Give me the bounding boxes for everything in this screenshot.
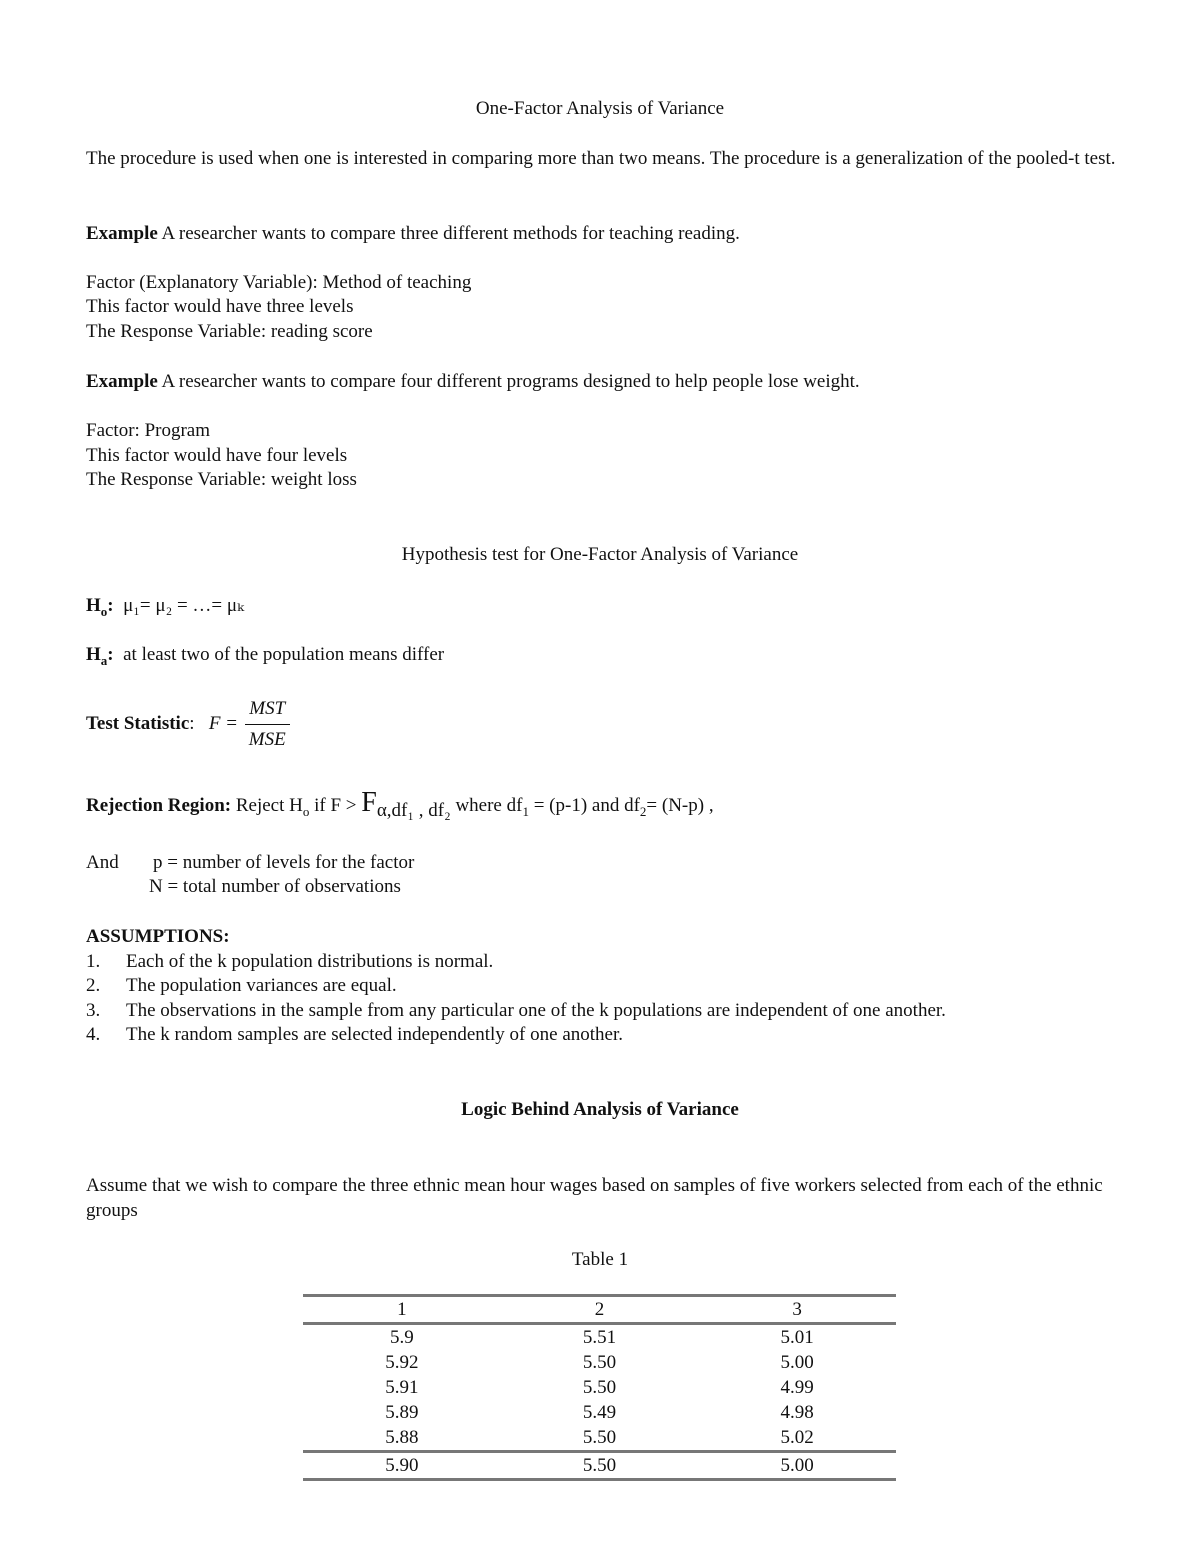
assumption-number: 4. [86, 1024, 101, 1045]
intro-paragraph: The procedure is used when one is interested in comparing more than two means. The procedure is a generalization of the pooled-t test. [86, 148, 1116, 169]
table-cell: 5.50 [582, 1376, 617, 1398]
and-line-n: N = total number of observations [149, 876, 401, 897]
assumption-item [86, 1023, 623, 1047]
rejection-text-3: where df [450, 795, 523, 816]
assumption-text: The population variances are equal. [126, 975, 397, 996]
alternative-hypothesis [86, 643, 444, 673]
column-header: 2 [501, 1296, 699, 1324]
logic-title: Logic Behind Analysis of Variance [461, 1099, 739, 1120]
example-1 [86, 222, 740, 246]
test-statistic-lhs: F = [208, 713, 238, 734]
example-2-line: This factor would have four levels [86, 445, 348, 466]
ha-text: at least two of the population means differ [123, 644, 445, 665]
null-hypothesis [86, 594, 244, 624]
example-2-text: A researcher wants to compare four different programs designed to help people lose weight. [157, 371, 860, 392]
example-1-label: Example [86, 223, 158, 244]
table-cell: 5.9 [389, 1326, 414, 1348]
critical-f: F [361, 787, 377, 818]
table-mean-cell: 5.50 [501, 1452, 699, 1480]
assumption-number: 1. [86, 951, 101, 972]
rejection-text-5: = (N-p) , [646, 795, 714, 816]
table-cell: 4.99 [780, 1376, 814, 1398]
table-header-row [303, 1296, 896, 1324]
assumptions-title: ASSUMPTIONS: [86, 926, 230, 947]
rejection-text-2: if F > [309, 795, 362, 816]
fraction-denominator: MSE [248, 729, 286, 751]
table-cell: 5.51 [582, 1326, 617, 1348]
ha-label: H [86, 644, 101, 665]
h0-text: μ₁= μ₂ = …= μₖ [123, 595, 244, 616]
column-header: 3 [698, 1296, 896, 1324]
critical-f-sub: α,df₁ , df₂ [376, 799, 451, 821]
ha-sub: a [100, 652, 108, 668]
rejection-sub-o: o [302, 803, 310, 819]
table-cell: 5.92 [385, 1351, 419, 1373]
rejection-sub-1: 1 [522, 803, 529, 819]
assumption-number: 2. [86, 975, 101, 996]
assumption-text: The k random samples are selected independently of one another. [126, 1024, 623, 1045]
assumption-text: The observations in the sample from any particular one of the k populations are independent of one another. [126, 1000, 946, 1021]
and-label: And [86, 852, 119, 873]
table-cell: 5.89 [385, 1401, 419, 1423]
table-mean-cell: 5.90 [303, 1452, 501, 1480]
example-1-line: This factor would have three levels [86, 296, 354, 317]
table-cell: 4.98 [780, 1401, 814, 1423]
example-2-label: Example [86, 371, 158, 392]
h0-colon: : [107, 595, 114, 616]
fraction-numerator: MST [245, 697, 290, 725]
table-row [303, 1375, 896, 1400]
example-2-line: Factor: Program [86, 420, 211, 441]
example-1-line: Factor (Explanatory Variable): Method of teaching [86, 272, 472, 293]
h0-label: H [86, 595, 101, 616]
example-1-line: The Response Variable: reading score [86, 321, 373, 342]
table-row [303, 1324, 896, 1351]
table-cell: 5.88 [385, 1426, 419, 1448]
table-mean-row [303, 1452, 896, 1480]
assumption-text: Each of the k population distributions is normal. [126, 951, 494, 972]
assumption-item [86, 999, 946, 1023]
table-cell: 5.00 [780, 1351, 814, 1373]
table-row [303, 1425, 896, 1452]
test-statistic [86, 694, 290, 754]
table-caption: Table 1 [571, 1249, 629, 1270]
table-mean-cell: 5.00 [698, 1452, 896, 1480]
page-title: One-Factor Analysis of Variance [475, 98, 725, 119]
table-row [303, 1400, 896, 1425]
assumption-item [86, 950, 493, 974]
table-row [303, 1350, 896, 1375]
rejection-text-4: = (p-1) and df [528, 795, 640, 816]
logic-paragraph: Assume that we wish to compare the three ethnic mean hour wages based on samples of five workers selected from each of the ethnic groups [86, 1175, 1103, 1221]
test-statistic-label: Test Statistic [86, 713, 190, 734]
assumption-number: 3. [86, 1000, 101, 1021]
example-1-text: A researcher wants to compare three different methods for teaching reading. [157, 223, 740, 244]
f-ratio-fraction [245, 697, 290, 752]
ha-colon: : [107, 644, 114, 665]
table-cell: 5.49 [582, 1401, 617, 1423]
hypothesis-title: Hypothesis test for One-Factor Analysis of Variance [401, 544, 799, 565]
wage-table [303, 1294, 896, 1481]
table-cell: 5.01 [780, 1326, 814, 1348]
column-header: 1 [303, 1296, 501, 1324]
table-cell: 5.91 [385, 1376, 419, 1398]
table-cell: 5.50 [582, 1351, 617, 1373]
and-line-p: p = number of levels for the factor [153, 852, 415, 873]
example-2 [86, 370, 860, 394]
test-statistic-colon: : [189, 713, 195, 734]
assumption-item [86, 974, 397, 998]
rejection-text-1: Reject H [235, 795, 303, 816]
table-cell: 5.02 [780, 1426, 814, 1448]
h0-sub: o [100, 603, 108, 619]
rejection-region [86, 786, 714, 829]
example-2-line: The Response Variable: weight loss [86, 469, 357, 490]
rejection-label: Rejection Region: [86, 795, 232, 816]
table-cell: 5.50 [582, 1426, 617, 1448]
rejection-sub-2: 2 [639, 803, 647, 819]
